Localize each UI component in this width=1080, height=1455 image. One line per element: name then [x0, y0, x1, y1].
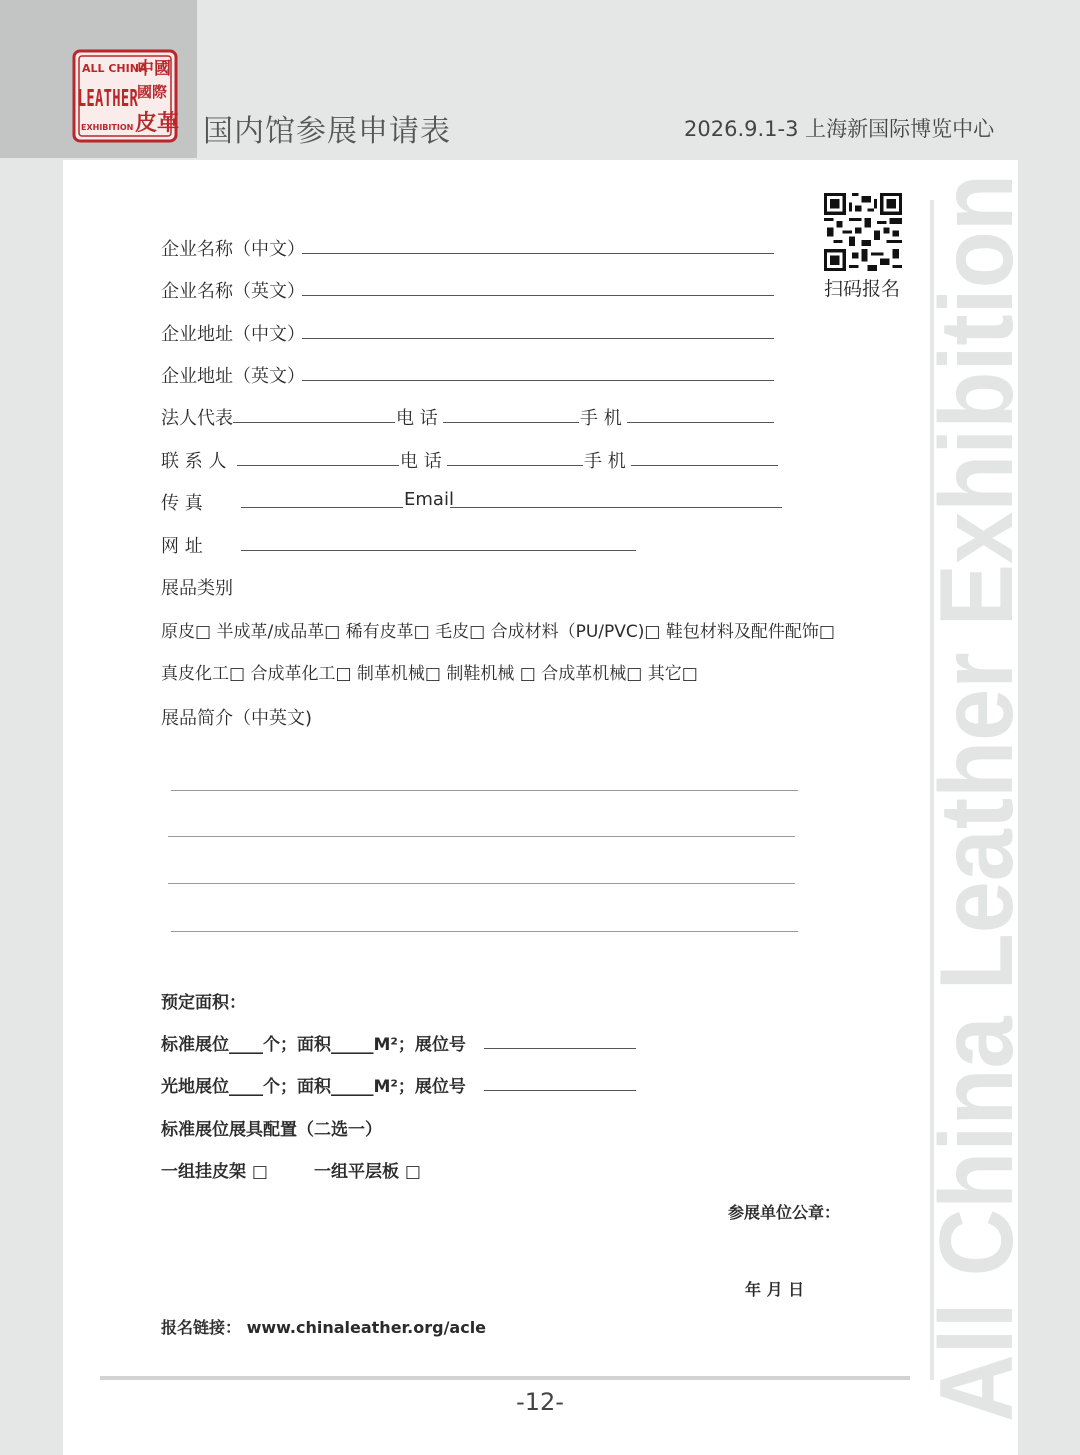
- standard-booth-label: 标准展位____个；面积_____M²；展位号: [161, 1035, 466, 1055]
- option-flat-shelf[interactable]: 一组平层板 □: [314, 1162, 421, 1182]
- company-address-cn-field[interactable]: [302, 338, 774, 339]
- svg-text:國際: 國際: [137, 83, 168, 101]
- contact-person-label: 联 系 人: [161, 451, 227, 472]
- phone-label: 电 话: [396, 408, 438, 429]
- mobile-field[interactable]: [627, 422, 774, 423]
- svg-text:LEATHER: LEATHER: [77, 85, 138, 113]
- company-name-en-field[interactable]: [302, 295, 774, 296]
- company-address-en-label: 企业地址（英文）: [161, 366, 305, 387]
- contact-phone-label: 电 话: [400, 451, 442, 472]
- product-intro-line-1[interactable]: [171, 790, 798, 791]
- company-name-cn-label: 企业名称（中文）: [161, 239, 305, 260]
- company-stamp-label: 参展单位公章：: [728, 1203, 841, 1222]
- date-label: 年 月 日: [745, 1280, 805, 1299]
- company-address-cn-label: 企业地址（中文）: [161, 324, 305, 345]
- qr-caption: 扫码报名: [824, 278, 901, 300]
- all-china-leather-logo: [73, 50, 180, 142]
- bottom-divider: [100, 1376, 910, 1380]
- product-intro-heading: 展品简介（中英文): [161, 708, 313, 729]
- vertical-exhibition-name: [919, 35, 1035, 1425]
- email-field[interactable]: [450, 507, 782, 508]
- fax-label: 传 真: [161, 493, 203, 514]
- category-options-row-1[interactable]: 原皮□ 半成革/成品革□ 稀有皮革□ 毛皮□ 合成材料（PU/PVC)□ 鞋包材料及配件配饰□: [161, 622, 835, 642]
- website-label: 网 址: [161, 536, 203, 557]
- phone-field[interactable]: [443, 422, 579, 423]
- page-number: -12-: [516, 1388, 564, 1416]
- registration-link[interactable]: 报名链接： www.chinaleather.org/acle: [161, 1318, 487, 1337]
- category-options-row-2[interactable]: 真皮化工□ 合成革化工□ 制革机械□ 制鞋机械 □ 合成革机械□ 其它□: [161, 664, 698, 684]
- product-intro-line-4[interactable]: [171, 931, 798, 932]
- form-title: 国内馆参展申请表: [203, 114, 451, 149]
- standard-booth-number-field[interactable]: [484, 1048, 636, 1049]
- booth-config-heading: 标准展位展具配置（二选一）: [161, 1120, 382, 1140]
- company-address-en-field[interactable]: [302, 380, 774, 381]
- category-heading: 展品类别: [161, 578, 233, 599]
- contact-mobile-field[interactable]: [631, 465, 778, 466]
- product-intro-line-2[interactable]: [168, 836, 795, 837]
- svg-text:ALL CHINA: ALL CHINA: [82, 62, 148, 75]
- email-label: Email: [404, 489, 454, 510]
- company-name-cn-field[interactable]: [302, 253, 774, 254]
- company-name-en-label: 企业名称（英文）: [161, 281, 305, 302]
- svg-text:中國: 中國: [137, 59, 171, 79]
- event-date-venue: 2026.9.1-3 上海新国际博览中心: [684, 117, 995, 141]
- raw-space-label: 光地展位____个；面积_____M²；展位号: [161, 1077, 466, 1097]
- contact-mobile-label: 手 机: [584, 451, 626, 472]
- form-sheet: [63, 160, 1018, 1455]
- raw-space-number-field[interactable]: [484, 1090, 636, 1091]
- legal-rep-label: 法人代表: [161, 408, 233, 429]
- svg-text:皮革: 皮革: [135, 110, 180, 136]
- fax-field[interactable]: [241, 507, 403, 508]
- booking-heading: 预定面积：: [161, 993, 246, 1013]
- svg-text:EXHIBITION: EXHIBITION: [81, 123, 134, 132]
- contact-person-field[interactable]: [237, 465, 399, 466]
- qr-code-icon[interactable]: [824, 193, 902, 271]
- option-hanging-rack[interactable]: 一组挂皮架 □: [161, 1162, 268, 1182]
- product-intro-line-3[interactable]: [168, 883, 795, 884]
- legal-rep-field[interactable]: [233, 422, 395, 423]
- website-field[interactable]: [241, 550, 636, 551]
- vertical-exhibition-text: All China Leather Exhibition: [919, 35, 1035, 1422]
- contact-phone-field[interactable]: [447, 465, 583, 466]
- mobile-label: 手 机: [580, 408, 622, 429]
